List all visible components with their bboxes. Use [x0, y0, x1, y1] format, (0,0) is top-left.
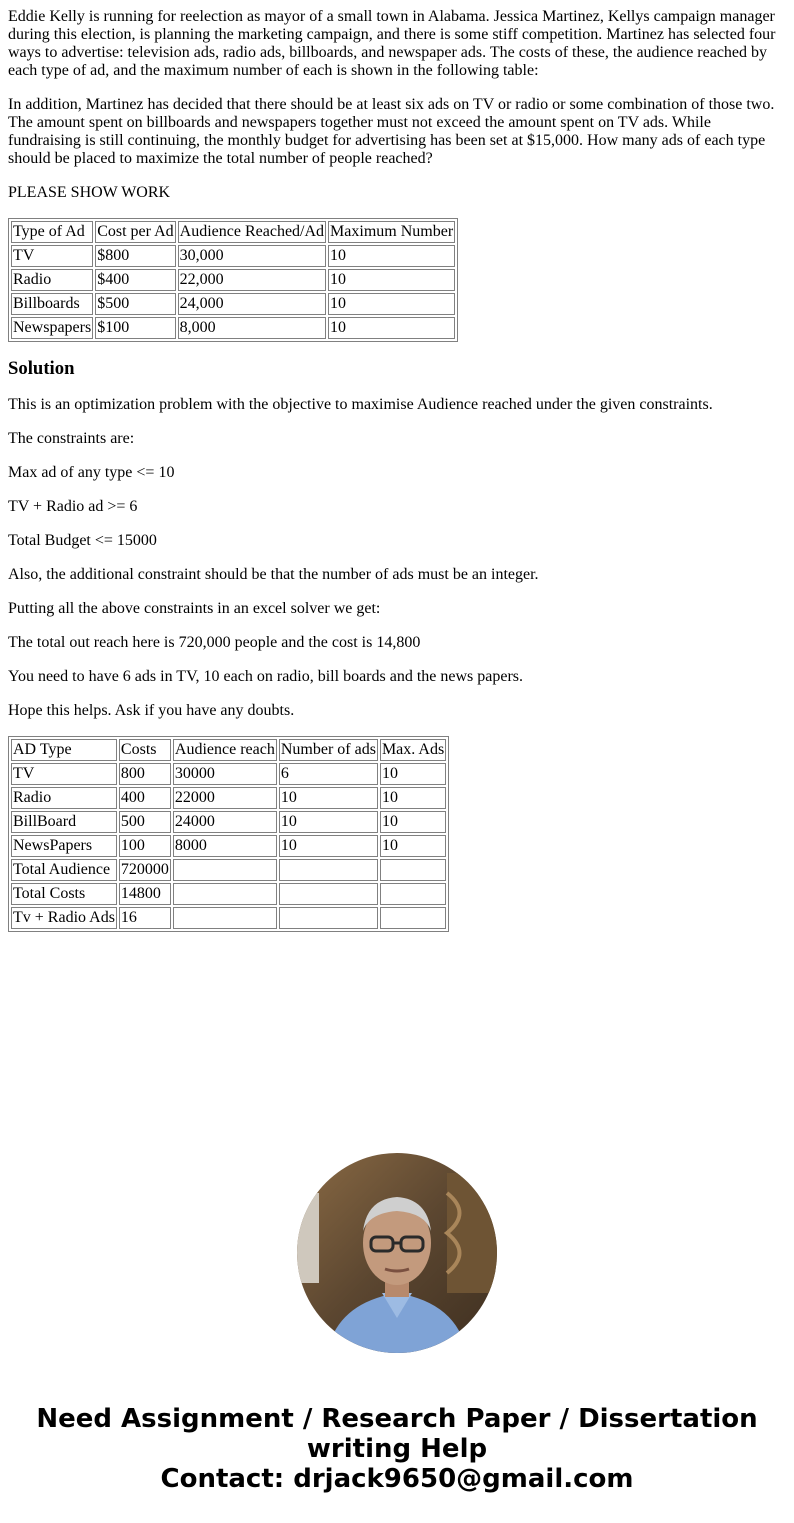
table-cell: 720000 [119, 859, 171, 881]
table-cell [380, 859, 446, 881]
table-cell [380, 907, 446, 929]
table-cell: 10 [328, 317, 455, 339]
table-cell: 16 [119, 907, 171, 929]
problem-instruction: PLEASE SHOW WORK [8, 184, 171, 201]
table-cell: 400 [119, 787, 171, 809]
table-cell [279, 883, 378, 905]
table-row [11, 317, 455, 339]
header-cell: Number of ads [279, 739, 378, 761]
table-cell: 10 [279, 811, 378, 833]
table-cell: $400 [95, 269, 175, 291]
header-cell: Costs [119, 739, 171, 761]
table-row [11, 811, 446, 833]
table-cell: NewsPapers [11, 835, 117, 857]
table-cell [380, 883, 446, 905]
table-cell: 10 [328, 293, 455, 315]
table-cell: 10 [328, 245, 455, 267]
table-row [11, 269, 455, 291]
totals-row [11, 907, 446, 929]
table-cell: 30,000 [178, 245, 326, 267]
table-cell: 6 [279, 763, 378, 785]
header-cell: Audience reach [173, 739, 277, 761]
author-photo [297, 1153, 497, 1353]
footer-contact-text: Contact: drjack9650@gmail.com [160, 1464, 634, 1494]
table-cell: $800 [95, 245, 175, 267]
solution-paragraph: The total out reach here is 720,000 people and the cost is 14,800 [8, 634, 421, 651]
solution-paragraph: Also, the additional constraint should be that the number of ads must be an integer. [8, 566, 539, 583]
constraint-line: Total Budget <= 15000 [8, 532, 157, 549]
totals-row [11, 859, 446, 881]
person-portrait-icon [297, 1153, 497, 1353]
ad-options-table [8, 218, 458, 342]
footer-help-text: Need Assignment / Research Paper / Dissertation writing Help [36, 1404, 758, 1464]
table-cell: 10 [380, 811, 446, 833]
table-row [11, 763, 446, 785]
header-cell: Max. Ads [380, 739, 446, 761]
problem-paragraph-1: Eddie Kelly is running for reelection as mayor of a small town in Alabama. Jessica Martinez, Kellys campaign manager during this election, is planning the marketing campaign, and there is some stiff competition. Martinez has selected four ways to advertise: television ads, radio ads, billboards, and newspaper ads. The costs of these, the audience reached by each type of ad, and the maximum number of each is shown in the following table: [8, 8, 776, 79]
table-row [11, 787, 446, 809]
header-cell: Cost per Ad [95, 221, 175, 243]
table-row [11, 245, 455, 267]
table-cell: TV [11, 245, 93, 267]
table-cell: 8000 [173, 835, 277, 857]
table-cell [173, 883, 277, 905]
solver-result-table [8, 736, 449, 932]
footer-banner [0, 1404, 794, 1494]
table-cell: Total Costs [11, 883, 117, 905]
table-cell: 10 [380, 835, 446, 857]
solution-paragraph: The constraints are: [8, 430, 135, 447]
table-cell: 800 [119, 763, 171, 785]
table-cell: 22,000 [178, 269, 326, 291]
header-cell: Audience Reached/Ad [178, 221, 326, 243]
table-cell: BillBoard [11, 811, 117, 833]
table-cell: 8,000 [178, 317, 326, 339]
table-cell [173, 907, 277, 929]
header-cell: Type of Ad [11, 221, 93, 243]
problem-paragraph-2: In addition, Martinez has decided that there should be at least six ads on TV or radio or some combination of those two. The amount spent on billboards and newspapers together must not exceed the amount spent on TV ads. While fundraising is still continuing, the monthly budget for advertising has been set at $15,000. How many ads of each type should be placed to maximize the total number of people reached? [8, 96, 775, 167]
header-cell: Maximum Number [328, 221, 455, 243]
document-body [8, 8, 786, 948]
table-cell: 500 [119, 811, 171, 833]
table-cell: $500 [95, 293, 175, 315]
table-cell: 10 [328, 269, 455, 291]
table-header-row [11, 739, 446, 761]
header-cell: AD Type [11, 739, 117, 761]
solution-paragraph: Putting all the above constraints in an excel solver we get: [8, 600, 381, 617]
solution-heading: Solution [8, 358, 75, 379]
table-row [11, 835, 446, 857]
table-cell: Total Audience [11, 859, 117, 881]
table-cell: 24,000 [178, 293, 326, 315]
table-cell: 100 [119, 835, 171, 857]
table-cell: Radio [11, 787, 117, 809]
table-cell: $100 [95, 317, 175, 339]
totals-row [11, 883, 446, 905]
table-cell: TV [11, 763, 117, 785]
table-cell [279, 859, 378, 881]
solution-paragraph: Hope this helps. Ask if you have any doubts. [8, 702, 295, 719]
table-cell: 10 [279, 835, 378, 857]
table-cell: 22000 [173, 787, 277, 809]
table-cell: 14800 [119, 883, 171, 905]
table-cell [173, 859, 277, 881]
table-cell: Newspapers [11, 317, 93, 339]
table-row [11, 293, 455, 315]
solution-paragraph: This is an optimization problem with the objective to maximise Audience reached under the given constraints. [8, 396, 713, 413]
table-cell: 10 [380, 787, 446, 809]
table-cell: 10 [380, 763, 446, 785]
constraint-line: TV + Radio ad >= 6 [8, 498, 138, 515]
table-cell: Radio [11, 269, 93, 291]
table-cell [279, 907, 378, 929]
table-cell: 30000 [173, 763, 277, 785]
solution-paragraph: You need to have 6 ads in TV, 10 each on radio, bill boards and the news papers. [8, 668, 524, 685]
table-header-row [11, 221, 455, 243]
table-cell: 10 [279, 787, 378, 809]
table-cell: Tv + Radio Ads [11, 907, 117, 929]
table-cell: 24000 [173, 811, 277, 833]
constraint-line: Max ad of any type <= 10 [8, 464, 175, 481]
table-cell: Billboards [11, 293, 93, 315]
